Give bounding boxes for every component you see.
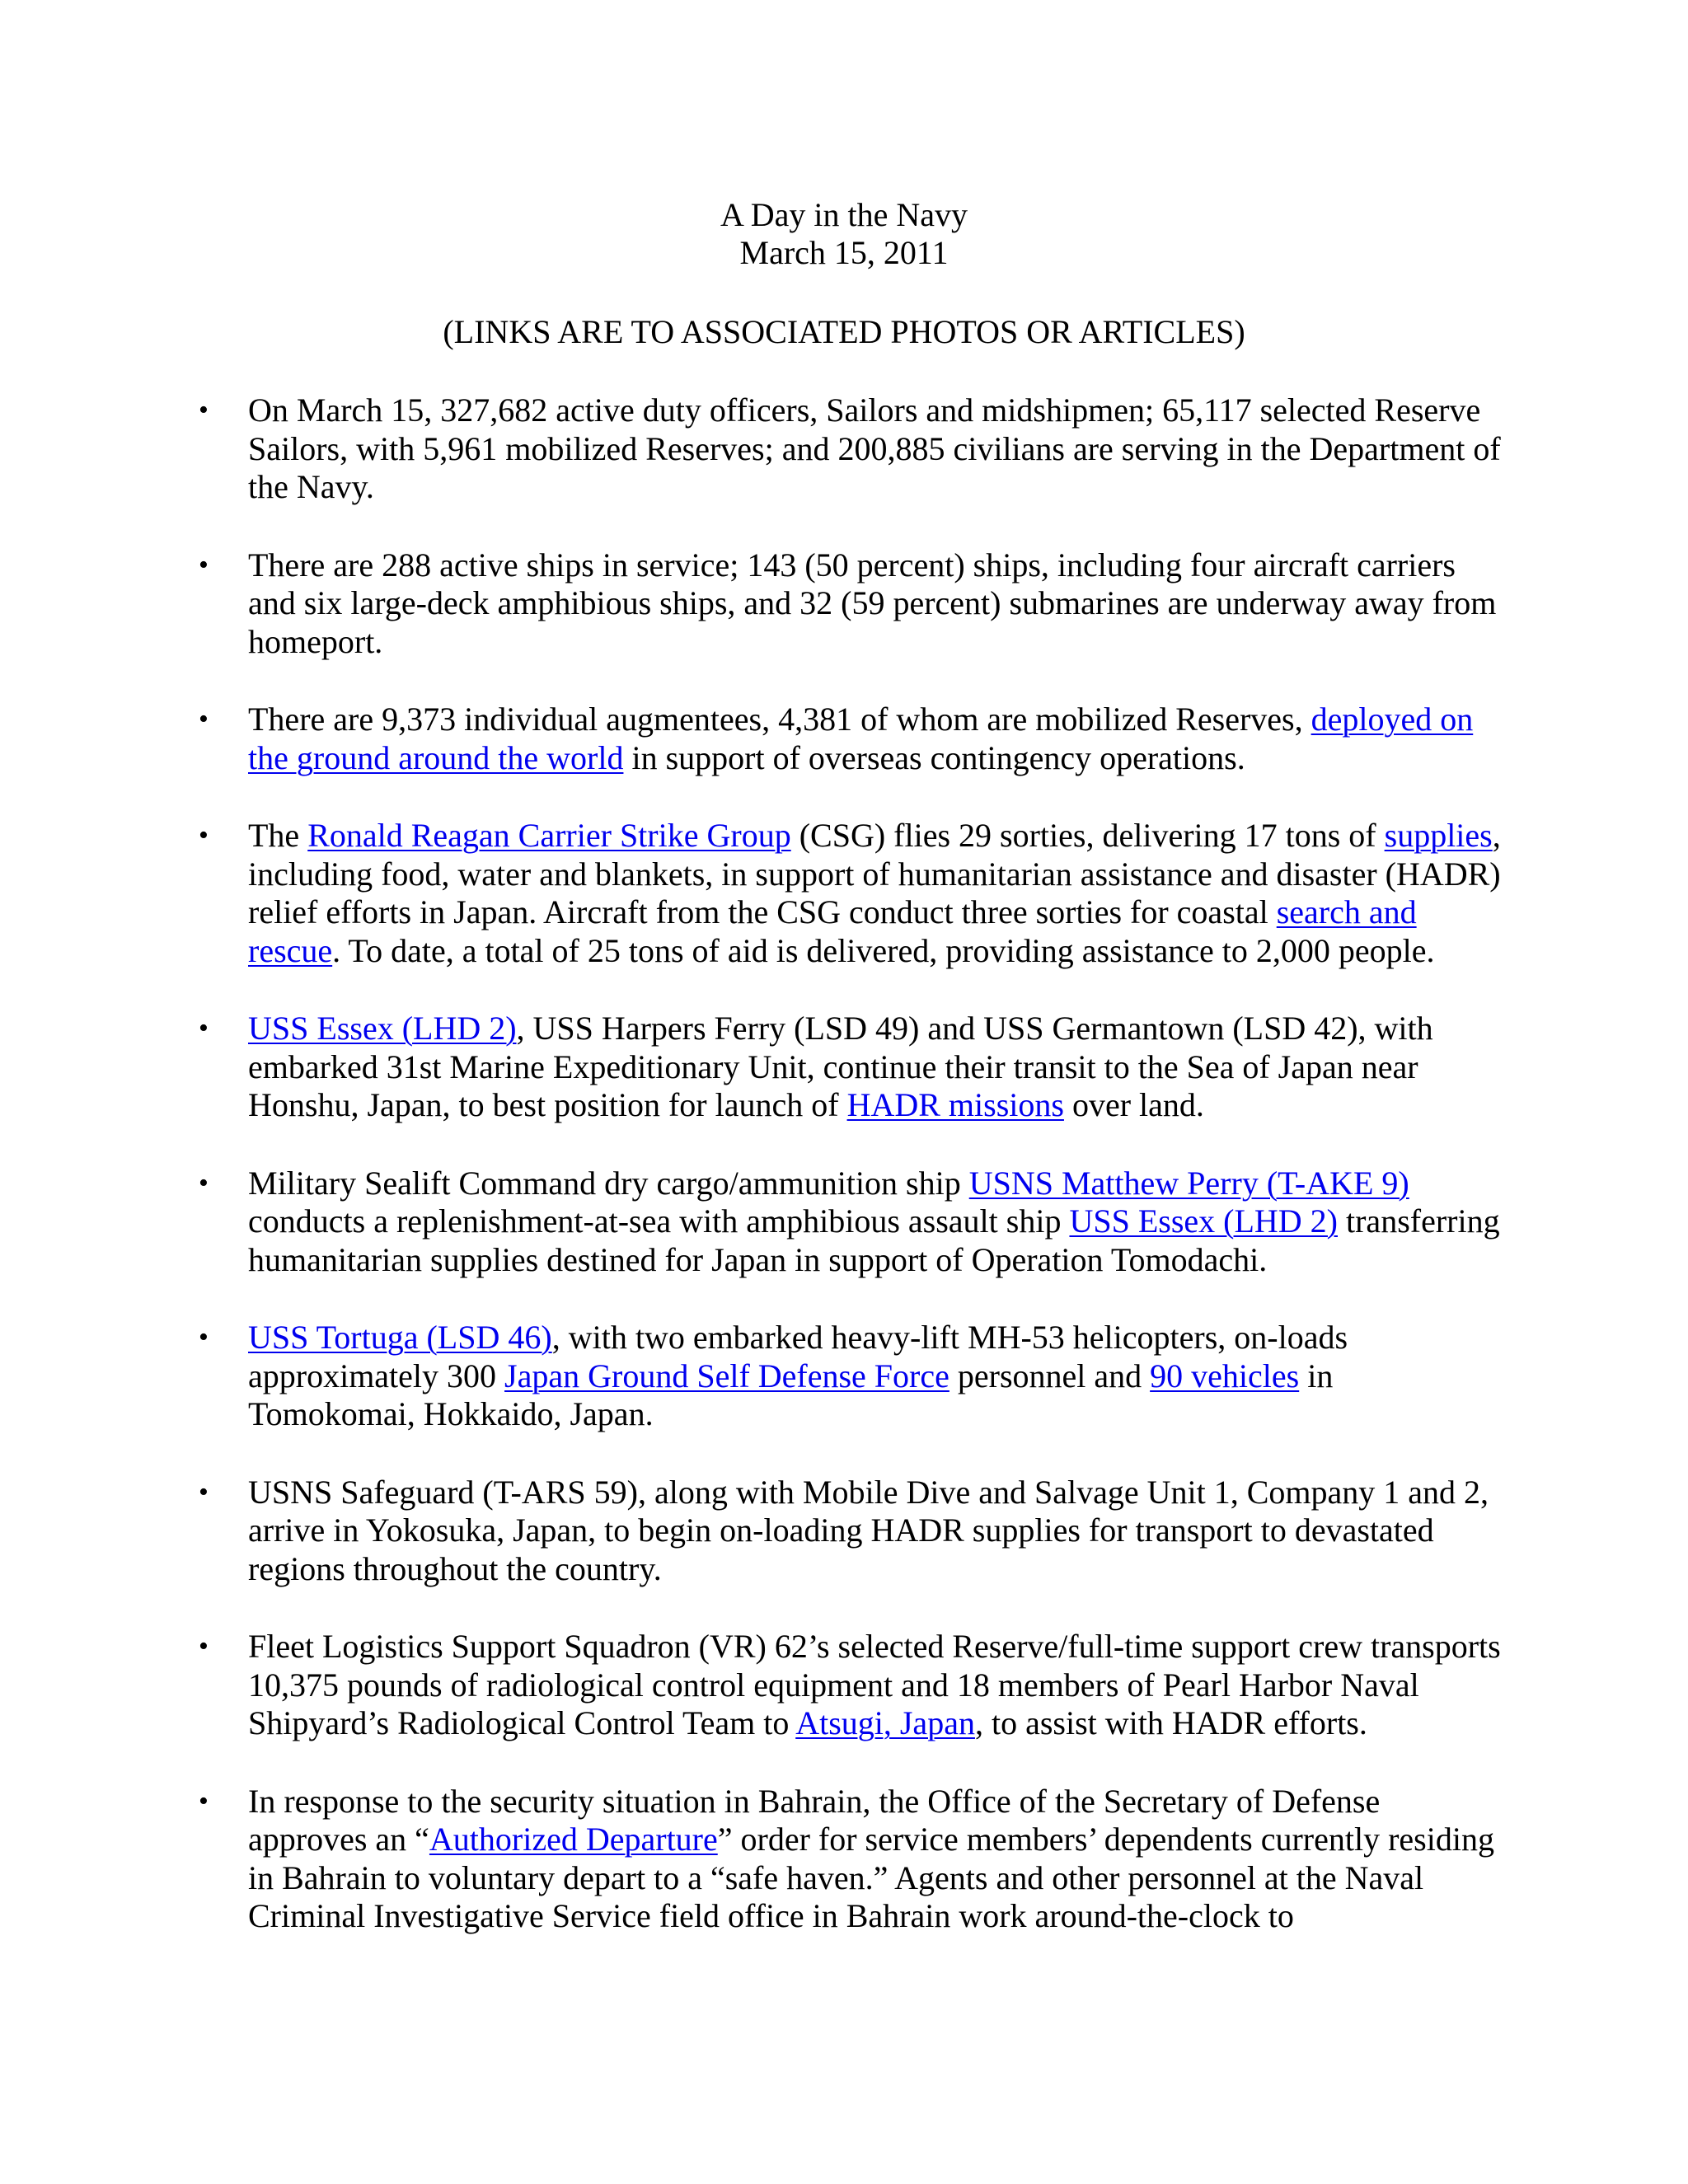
article-link[interactable]: Authorized Departure [429, 1821, 718, 1858]
article-link[interactable]: HADR missions [846, 1086, 1064, 1123]
document-date: March 15, 2011 [739, 234, 949, 271]
bullet-item [0, 1319, 1501, 1434]
bullet-text [248, 1628, 1501, 1741]
bullet-text-segment: over land. [1063, 1086, 1204, 1123]
bullet-icon: • [199, 1167, 209, 1198]
bullet-text-segment: The [248, 817, 308, 854]
bullet-icon: • [199, 1322, 209, 1352]
bullet-text-segment: Fleet Logistics Support Squadron (VR) 62’s selected Reserve/full-time support crew transports 10,375 pounds of radiological control equipment and 18 members of Pearl Harbor Naval Shipyard’s Radiological Control Team to [248, 1628, 1501, 1741]
document-header [0, 196, 1688, 272]
bullet-text [248, 817, 1501, 969]
bullet-text-segment: There are 9,373 individual augmentees, 4,381 of whom are mobilized Reserves, [248, 701, 1311, 738]
bullet-icon: • [199, 1631, 209, 1661]
article-link[interactable]: deployed on the ground around the world [248, 701, 1474, 776]
bullet-icon: • [199, 820, 209, 851]
bullet-item [0, 1165, 1501, 1280]
bullet-item [0, 1628, 1501, 1743]
bullet-icon: • [199, 1013, 209, 1043]
bullet-text [248, 391, 1501, 505]
bullet-text-segment: in Tomokomai, Hokkaido, Japan. [248, 1357, 1334, 1432]
article-link[interactable]: USNS Matthew Perry (T-AKE 9) [968, 1164, 1409, 1202]
bullet-text [248, 1319, 1348, 1432]
bullet-text-segment: , with two embarked heavy-lift MH-53 helicopters, on-loads approximately 300 [248, 1319, 1348, 1394]
document-title: A Day in the Navy [720, 196, 968, 233]
bullet-text [248, 1474, 1489, 1587]
bullet-item [0, 546, 1501, 662]
article-link[interactable]: USS Tortuga (LSD 46) [248, 1319, 552, 1356]
bullet-text-segment: , USS Harpers Ferry (LSD 49) and USS Germantown (LSD 42), with embarked 31st Marine Expeditionary Unit, continue their transit to the Sea of Japan near Honshu, Japan, to best position for launch of [248, 1010, 1433, 1123]
bullet-item [0, 1783, 1501, 1936]
bullet-text [248, 701, 1473, 776]
bullet-text-segment: On March 15, 327,682 active duty officers, Sailors and midshipmen; 65,117 selected Reserve Sailors, with 5,961 mobilized Reserves; and 200,885 civilians are serving in the Department of the Navy. [248, 391, 1501, 505]
bullet-text-segment: personnel and [949, 1357, 1151, 1394]
bullet-text-segment: Military Sealift Command dry cargo/ammunition ship [248, 1164, 969, 1202]
bullet-icon: • [199, 1476, 209, 1507]
bullet-list [0, 391, 1688, 1975]
bullet-icon: • [199, 549, 209, 580]
bullet-text [248, 1783, 1494, 1935]
article-link[interactable]: Japan Ground Self Defense Force [504, 1357, 950, 1394]
bullet-icon: • [199, 395, 209, 425]
bullet-item [0, 817, 1501, 970]
bullet-text [248, 1010, 1433, 1123]
bullet-text [248, 1165, 1500, 1278]
bullet-item [0, 391, 1501, 507]
article-link[interactable]: Atsugi, Japan [795, 1704, 975, 1741]
bullet-item [0, 1010, 1501, 1125]
bullet-text-segment: conducts a replenishment-at-sea with amphibious assault ship [248, 1202, 1070, 1240]
article-link[interactable]: Ronald Reagan Carrier Strike Group [307, 817, 791, 854]
bullet-text-segment: There are 288 active ships in service; 143 (50 percent) ships, including four aircraft carriers and six large-deck amphibious ships, and 32 (59 percent) submarines are underway away from homeport. [248, 546, 1497, 660]
article-link[interactable]: USS Essex (LHD 2) [1069, 1202, 1338, 1240]
bullet-text-segment: In response to the security situation in Bahrain, the Office of the Secretary of Defense approves an “ [248, 1782, 1381, 1858]
bullet-item [0, 1474, 1501, 1589]
article-link[interactable]: USS Essex (LHD 2) [248, 1010, 517, 1047]
links-note: (LINKS ARE TO ASSOCIATED PHOTOS OR ARTICLES) [443, 313, 1245, 350]
article-link[interactable]: 90 vehicles [1150, 1357, 1300, 1394]
bullet-item [0, 701, 1501, 777]
article-link[interactable]: search and rescue [248, 893, 1417, 969]
bullet-text-segment: (CSG) flies 29 sorties, delivering 17 tons of [790, 817, 1385, 854]
bullet-icon: • [199, 704, 209, 734]
bullet-text-segment: transferring humanitarian supplies destined for Japan in support of Operation Tomodachi. [248, 1202, 1500, 1278]
bullet-text-segment: . To date, a total of 25 tons of aid is delivered, providing assistance to 2,000 people. [332, 931, 1435, 969]
bullet-text-segment: , including food, water and blankets, in support of humanitarian assistance and disaster (HADR) relief efforts in Japan. Aircraft from the CSG conduct three sorties for coastal [248, 817, 1501, 930]
bullet-text-segment: in support of overseas contingency operations. [623, 738, 1245, 776]
bullet-text-segment: , to assist with HADR efforts. [974, 1704, 1367, 1741]
bullet-icon: • [199, 1785, 209, 1816]
bullet-text-segment: ” order for service members’ dependents currently residing in Bahrain to voluntary depart to a “safe haven.” Agents and other personnel at the Naval Criminal Investigative Service field office in Bahrain work around-the-clock to [248, 1821, 1494, 1934]
bullet-text-segment: USNS Safeguard (T-ARS 59), along with Mobile Dive and Salvage Unit 1, Company 1 and 2, arrive in Yokosuka, Japan, to begin on-loading HADR supplies for transport to devastated regions throughout the country. [248, 1473, 1489, 1587]
bullet-text [248, 546, 1496, 660]
article-link[interactable]: supplies [1384, 817, 1493, 854]
